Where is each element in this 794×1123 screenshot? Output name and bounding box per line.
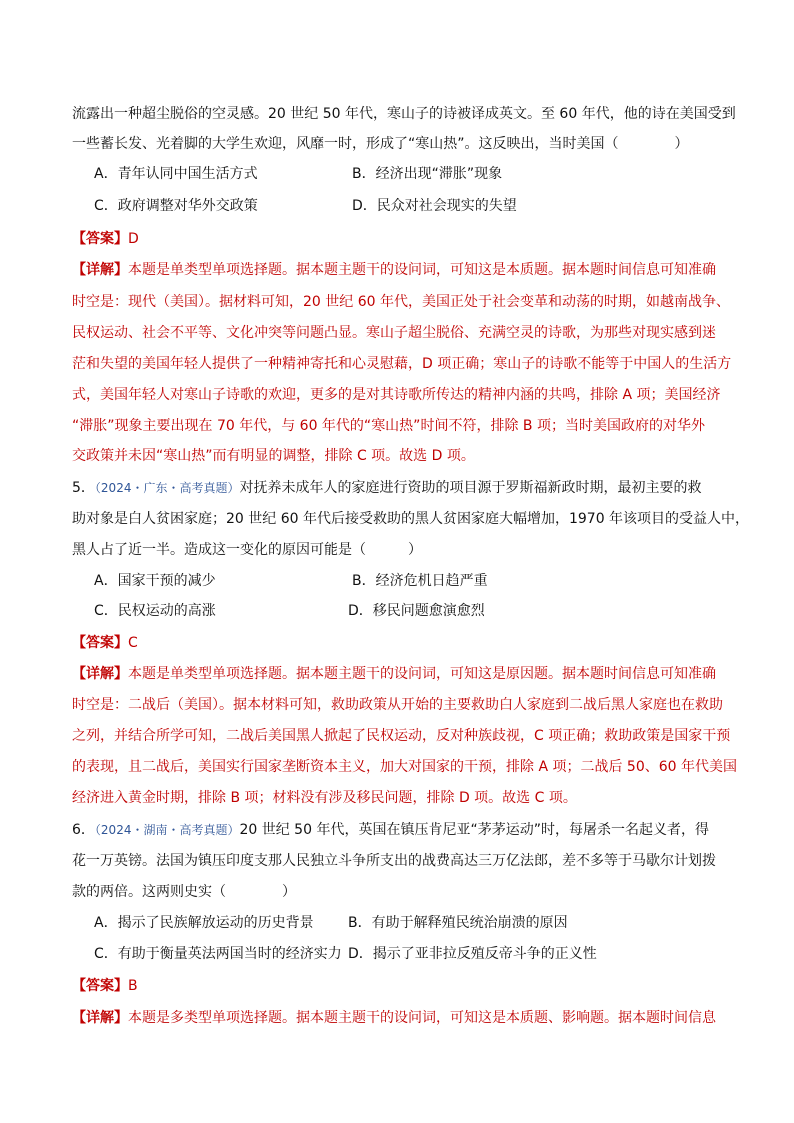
option-d: D．民众对社会现实的失望 <box>352 198 517 214</box>
answer-line <box>72 633 722 653</box>
answer-value: B <box>128 978 138 994</box>
question-stem-line: 一些蓄长发、光着脚的大学生欢迎，风靡一时，形成了“寒山热”。这反映出，当时美国（ ） <box>72 136 689 152</box>
detail-line <box>72 1008 722 1028</box>
option-a: A．揭示了民族解放运动的历史背景 <box>94 915 314 931</box>
answer-value: D <box>128 231 139 247</box>
answer-line <box>72 976 722 996</box>
option-d: D．移民问题愈演愈烈 <box>348 603 485 619</box>
question-stem-line: 花一万英镑。法国为镇压印度支那人民独立斗争所支出的战费高达三万亿法郎，差不多等于马歇尔计划拨 <box>72 853 716 869</box>
detail-line <box>72 664 722 684</box>
question-stem-line: 款的两倍。这两则史实（ ） <box>72 884 296 900</box>
option-b: B．经济出现“滞胀”现象 <box>352 166 503 182</box>
option-b: B．经济危机日趋严重 <box>352 573 488 589</box>
detail-label: 【详解】 <box>72 262 128 278</box>
detail-line: 交政策并未因“寒山热”而有明显的调整，排除 C 项。故选 D 项。 <box>72 448 475 464</box>
source-tag: （2024・广东・高考真题） <box>94 481 240 495</box>
option-c: C．有助于衡量英法两国当时的经济实力 <box>94 946 342 962</box>
question-stem-line: 流露出一种超尘脱俗的空灵感。20 世纪 50 年代，寒山子的诗被译成英文。至 60 年代，他的诗在美国受到 <box>72 106 736 122</box>
question-6-line <box>72 820 722 840</box>
detail-text: 本题是单类型单项选择题。据本题主题干的设问词，可知这是本质题。据本题时间信息可知准确 <box>128 262 716 278</box>
detail-text: 本题是单类型单项选择题。据本题主题干的设问词，可知这是原因题。据本题时间信息可知准确 <box>128 666 716 682</box>
option-a: A．国家干预的减少 <box>94 573 216 589</box>
answer-label: 【答案】 <box>72 635 128 651</box>
detail-label: 【详解】 <box>72 1010 128 1026</box>
question-stem-line: 黑人占了近一半。造成这一变化的原因可能是（ ） <box>72 542 422 558</box>
answer-label: 【答案】 <box>72 978 128 994</box>
source-tag: （2024・湖南・高考真题） <box>94 823 240 837</box>
detail-line: 茫和失望的美国年轻人提供了一种精神寄托和心灵慰藉，D 项正确；寒山子的诗歌不能等于中国人的生活方 <box>72 356 732 372</box>
question-number: 6． <box>72 822 95 838</box>
detail-line: 的表现，且二战后，美国实行国家垄断资本主义，加大对国家的干预，排除 A 项；二战后 50、60 年代美国 <box>72 759 738 775</box>
detail-line: 民权运动、社会不平等、文化冲突等问题凸显。寒山子超尘脱俗、充满空灵的诗歌，为那些对现实感到迷 <box>72 325 716 341</box>
question-stem: 20 世纪 50 年代，英国在镇压肯尼亚“茅茅运动”时，每屠杀一名起义者，得 <box>239 822 709 838</box>
detail-line: 之列，并结合所学可知，二战后美国黑人掀起了民权运动，反对种族歧视，C 项正确；救助政策是国家干预 <box>72 728 731 744</box>
detail-text: 本题是多类型单项选择题。据本题主题干的设问词，可知这是本质题、影响题。据本题时间信息 <box>128 1010 716 1026</box>
option-d: D．揭示了亚非拉反殖反帝斗争的正义性 <box>348 946 597 962</box>
question-number: 5． <box>72 480 95 496</box>
detail-label: 【详解】 <box>72 666 128 682</box>
option-c: C．政府调整对华外交政策 <box>94 198 258 214</box>
detail-line <box>72 260 722 280</box>
question-stem-line: 助对象是白人贫困家庭；20 世纪 60 年代后接受救助的黑人贫困家庭大幅增加，1970 年该项目的受益人中， <box>72 511 750 527</box>
detail-line: 式，美国年轻人对寒山子诗歌的欢迎，更多的是对其诗歌所传达的精神内涵的共鸣，排除 A 项；美国经济 <box>72 387 721 403</box>
answer-value: C <box>128 635 138 651</box>
detail-line: 时空是：二战后（美国）。据本材料可知，救助政策从开始的主要救助白人家庭到二战后黑人家庭也在救助 <box>72 697 723 713</box>
option-c: C．民权运动的高涨 <box>94 603 216 619</box>
option-a: A．青年认同中国生活方式 <box>94 166 258 182</box>
detail-line: 时空是：现代（美国）。据材料可知，20 世纪 60 年代，美国正处于社会变革和动荡的时期，如越南战争、 <box>72 294 730 310</box>
question-5-line <box>72 478 722 498</box>
answer-line <box>72 229 722 249</box>
detail-line: 经济进入黄金时期，排除 B 项；材料没有涉及移民问题，排除 D 项。故选 C 项。 <box>72 790 577 806</box>
answer-label: 【答案】 <box>72 231 128 247</box>
detail-line: “滞胀”现象主要出现在 70 年代，与 60 年代的“寒山热”时间不符，排除 B 项；当时美国政府的对华外 <box>72 418 705 434</box>
option-b: B．有助于解释殖民统治崩溃的原因 <box>348 915 568 931</box>
question-stem: 对抚养未成年人的家庭进行资助的项目源于罗斯福新政时期，最初主要的救 <box>239 480 702 496</box>
